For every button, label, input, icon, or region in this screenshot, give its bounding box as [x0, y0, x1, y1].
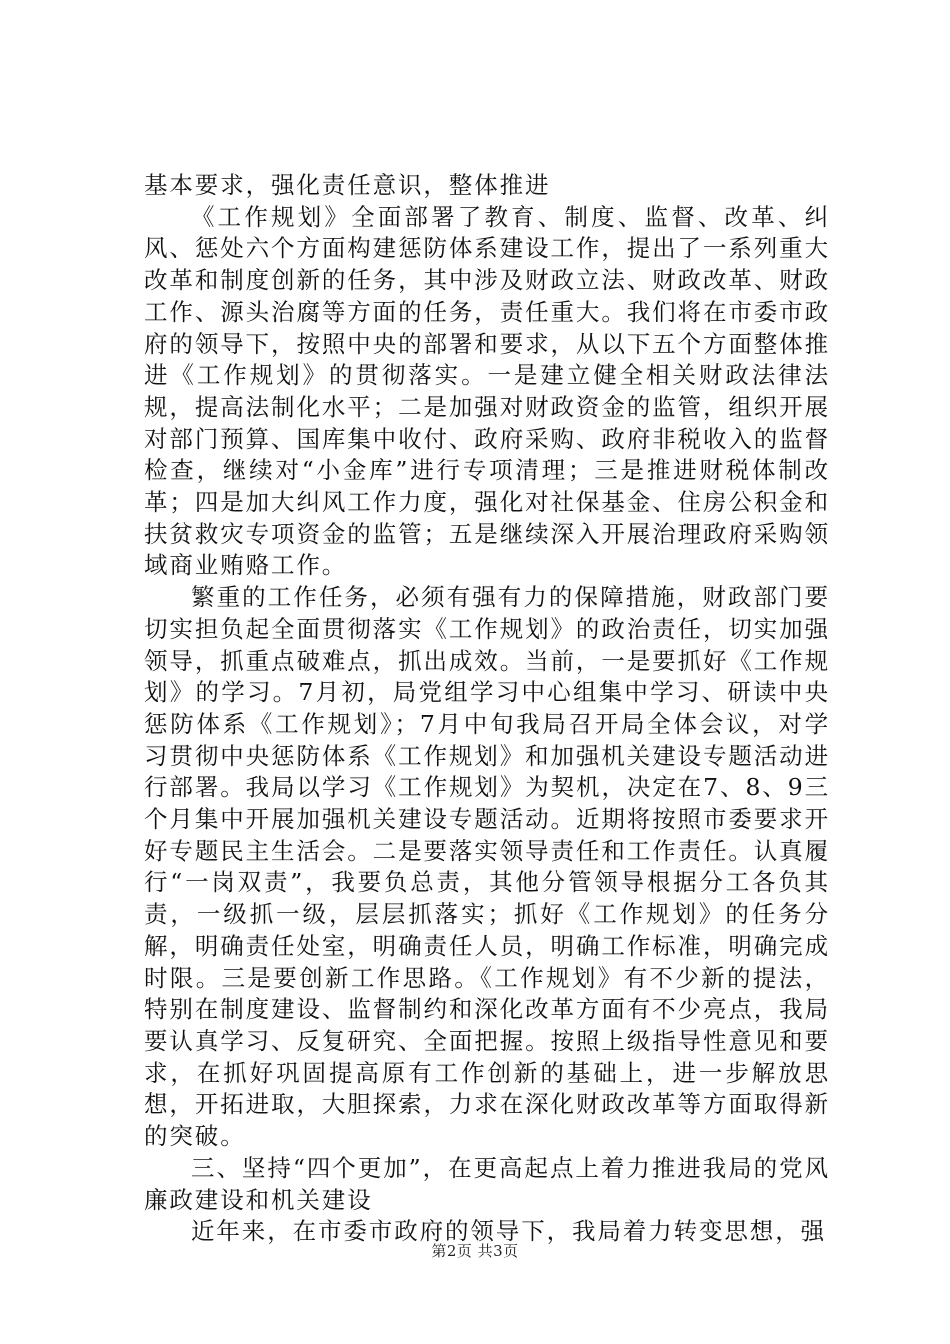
paragraph-safeguard-measures: 繁重的工作任务，必须有强有力的保障措施，财政部门要切实担负起全面贯彻落实《工作规划》的政治责任，切实加强领导，抓重点破难点，抓出成效。当前，一是要抓好《工作规划》的学习。7月初，局党组学习中心组集中学习、研读中央惩防体系《工作规划》；7月中旬我局召开局全体会议，对学习贯彻中央惩防体系《工作规划》和加强机关建设专题活动进行部署。我局以学习《工作规划》为契机，决定在7、8、9三个月集中开展加强机关建设专题活动。近期将按照市委要求开好专题民主生活会。二是要落实领导责任和工作责任。认真履行“一岗双责”，我要负总责，其他分管领导根据分工各负其责，一级抓一级，层层抓落实；抓好《工作规划》的任务分解，明确责任处室，明确责任人员，明确工作标准，明确完成时限。三是要创新工作思路。《工作规划》有不少新的提法，特别在制度建设、监督制约和深化改革方面有不少亮点，我局要认真学习、反复研究、全面把握。按照上级指导性意见和要求，在抓好巩固提高原有工作创新的基础上，进一步解放思想，开拓进取，大胆探索，力求在深化财政改革等方面取得新的突破。	[144, 583, 830, 1151]
document-body	[144, 170, 830, 1248]
page-number-label: 第2页 共3页	[431, 1242, 519, 1260]
section-heading-three: 三、坚持“四个更加”，在更高起点上着力推进我局的党风廉政建设和机关建设	[144, 1153, 830, 1214]
paragraph-work-plan-deployment: 《工作规划》全面部署了教育、制度、监督、改革、纠风、惩处六个方面构建惩防体系建设工作，提出了一系列重大改革和制度创新的任务，其中涉及财政立法、财政改革、财政工作、源头治腐等方面的任务，责任重大。我们将在市委市政府的领导下，按照中央的部署和要求，从以下五个方面整体推进《工作规划》的贯彻落实。一是建立健全相关财政法律法规，提高法制化水平；二是加强对财政资金的监管，组织开展对部门预算、国库集中收付、政府采购、政府非税收入的监督检查，继续对“小金库”进行专项清理；三是推进财税体制改革；四是加大纠风工作力度，强化对社保基金、住房公积金和扶贫救灾专项资金的监管；五是继续深入开展治理政府采购领域商业贿赂工作。	[144, 202, 830, 580]
paragraph-recent-years: 近年来，在市委市政府的领导下，我局着力转变思想，强	[191, 1217, 826, 1246]
section-heading-continued: 基本要求，强化责任意识，整体推进	[144, 171, 551, 199]
page-footer	[0, 1240, 950, 1261]
